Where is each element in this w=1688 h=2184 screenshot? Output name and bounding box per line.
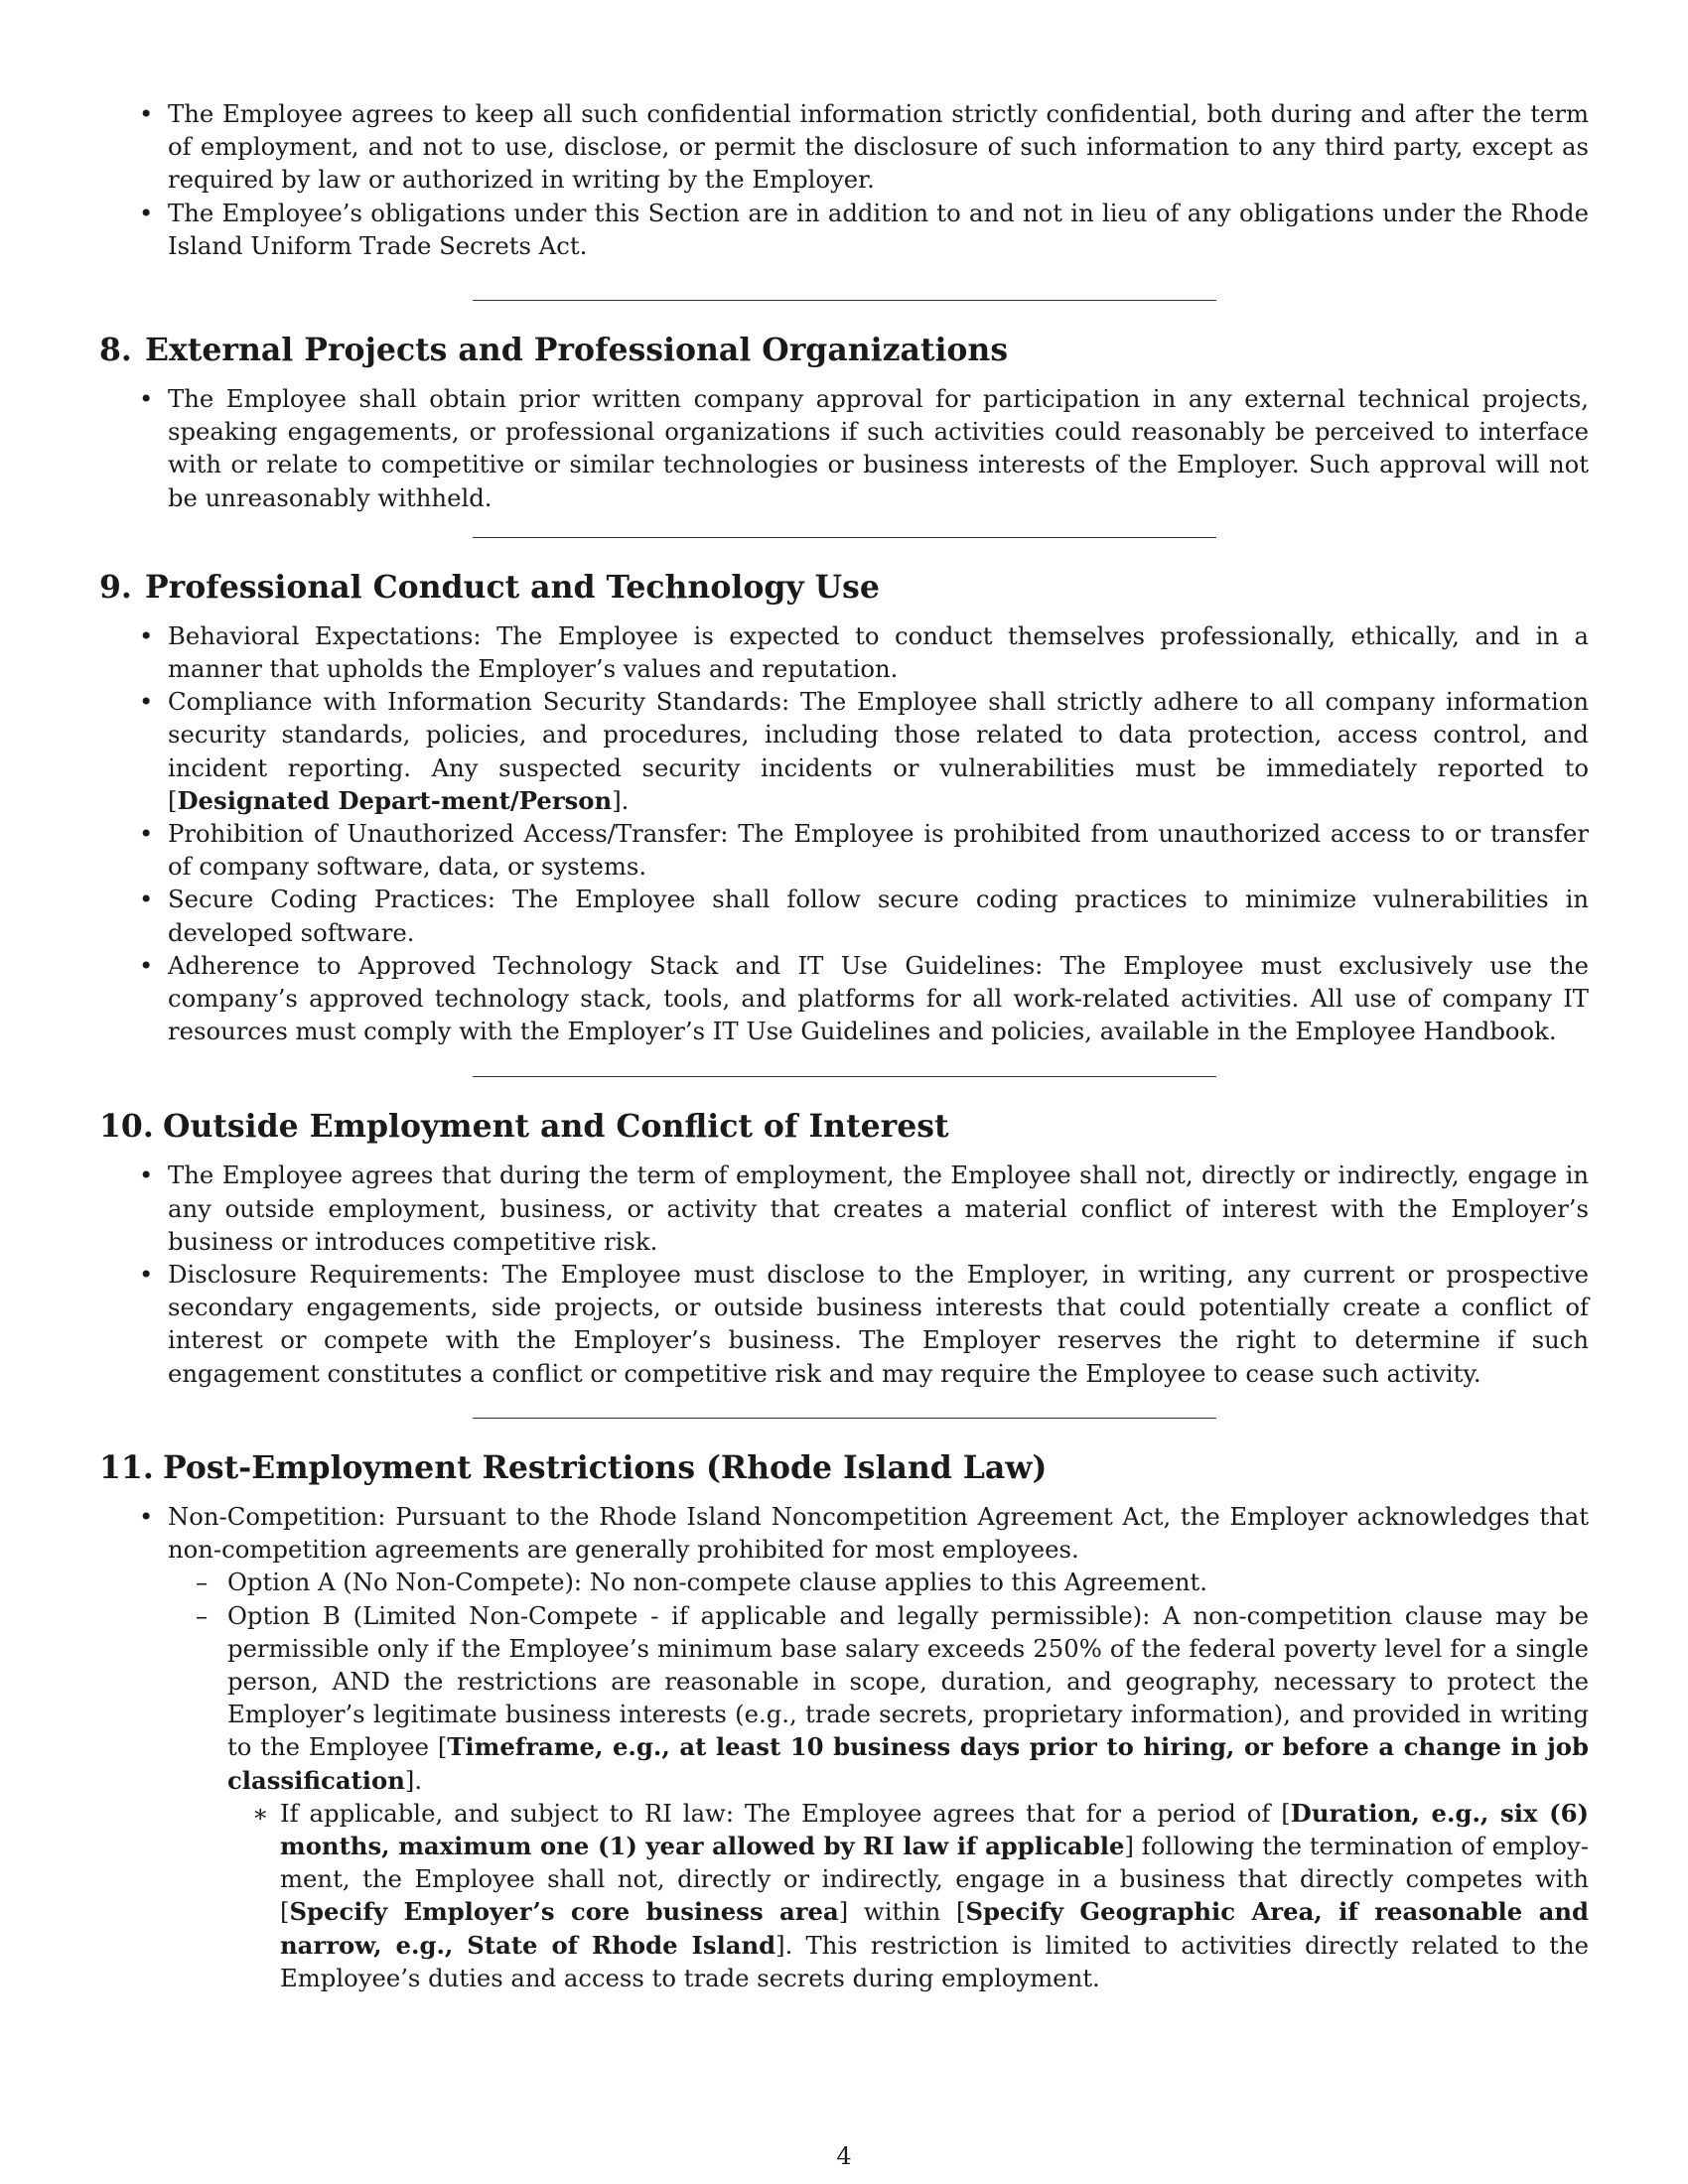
section-11-list <box>99 1500 1589 1994</box>
section-divider <box>473 300 1216 301</box>
list-item: • Prohibition of Unauthorized Access/Transfer: The Employee is prohibited from unauthorized access to or transfer of company software, data, or systems. <box>99 817 1589 883</box>
section-9-list <box>99 619 1589 1048</box>
page-number: 4 <box>836 2142 852 2170</box>
option-list <box>168 1566 1589 1994</box>
section-10-list <box>99 1159 1589 1389</box>
section-divider <box>473 1418 1216 1419</box>
section-11-title: 11. Post-Employment Restrictions (Rhode Island Law) <box>99 1448 1048 1486</box>
section-9-title: 9. Professional Conduct and Technology Use <box>99 568 880 606</box>
section-divider <box>473 537 1216 538</box>
section-10-title: 10. Outside Employment and Conflict of Interest <box>99 1108 949 1146</box>
list-item: • The Employee’s obligations under this Section are in addition to and not in lieu of any obligations under the Rhode Island Uniform Trade Secrets Act. <box>99 197 1589 262</box>
list-item: • Adherence to Approved Technology Stack and IT Use Guidelines: The Employee must exclusively use the company’s approved technology stack, tools, and platforms for all work-related activities. All use of company IT resources must comply with the Employer’s IT Use Guidelines and policies, available in the Employee Handbook. <box>99 949 1589 1048</box>
list-item: • Behavioral Expectations: The Employee is expected to conduct themselves professionally, ethically, and in a manner that upholds the Employer’s values and reputation. <box>99 619 1589 685</box>
option-b: – Option B (Limited Non-Compete - if applicable and legally permissible): A non-competition clause may be permissible only if the Employee’s minimum base salary exceeds 250% of the federal poverty level for a single person, AND the restrictions are reasonable in scope, duration, and geography, necessary to protect the Employer’s legitimate business interests (e.g., trade secrets, proprietary information), and provided in writing to the Employee [Timeframe, e.g., at least 10 business days prior to hiring, or before a change in job classification]. ∗ If applicable, and subject to RI law: The Employee agrees that for a period of [Duration, e.g., six (6) months, maximum one (1) year allowed by RI law if applicable] following the termination of employ-ment, the Employee shall not, directly or indirectly, engage in a business that directly competes with [Specify Employer’s core business area] within [Specify Geographic Area, if reasonable and narrow, e.g., State of Rhode Island]. This restriction is limited to activities directly related to the Employee’s duties and access to trade secrets during employment. <box>168 1599 1589 1994</box>
document-page <box>99 97 1589 1994</box>
list-item: • Disclosure Requirements: The Employee must disclose to the Employer, in writing, any current or prospective secondary engagements, side projects, or outside business interests that could potentially create a conflict of interest or compete with the Employer’s business. The Employer reserves the right to determine if such engagement constitutes a conflict or competitive risk and may require the Employee to cease such activity. <box>99 1258 1589 1390</box>
option-b-clause: ∗ If applicable, and subject to RI law: The Employee agrees that for a period of [Duration, e.g., six (6) months, maximum one (1) year allowed by RI law if applicable] following the termination of employ-ment, the Employee shall not, directly or indirectly, engage in a business that directly competes with [Specify Employer’s core business area] within [Specify Geographic Area, if reasonable and narrow, e.g., State of Rhode Island]. This restriction is limited to activities directly related to the Employee’s duties and access to trade secrets during employment. <box>227 1797 1589 1994</box>
option-b-sublist <box>227 1797 1589 1994</box>
list-item: • Secure Coding Practices: The Employee shall follow secure coding practices to minimize vulnerabilities in developed software. <box>99 883 1589 948</box>
list-item: • Non-Competition: Pursuant to the Rhode Island Noncompetition Agreement Act, the Employer acknowledges that non-competition agreements are generally prohibited for most employees. – Option A (No Non-Compete): No non-compete clause applies to this Agreement. – Option B (Limited Non-Compete - if applicable and legally permissible): A non-competition clause may be permissible only if the Employee’s minimum base salary exceeds 250% of the federal poverty level for a single person, AND the restrictions are reasonable in scope, duration, and geography, necessary to protect the Employer’s legitimate business interests (e.g., trade secrets, proprietary information), and provided in writing to the Employee [Timeframe, e.g., at least 10 business days prior to hiring, or before a change in job classification]. ∗ If applicable, and subject to RI law: The Employee agrees that for a period of [Duration, e.g., six (6) months, maximum one (1) year allowed by RI law if applicable] following the termination of employ-ment, the Employee shall not, directly or indirectly, engage in a business that directly competes with [Specify Employer’s core business area] within [Specify Geographic Area, if reasonable and narrow, e.g., State of Rhode Island]. This restriction is limited to activities directly related to the Employee’s duties and access to trade secrets during employment. <box>99 1500 1589 1994</box>
list-item: • The Employee agrees to keep all such confidential information strictly confidential, both during and after the term of employment, and not to use, disclose, or permit the disclosure of such information to any third party, except as required by law or authorized in writing by the Employer. <box>99 97 1589 197</box>
list-item: • The Employee agrees that during the term of employment, the Employee shall not, directly or indirectly, engage in any outside employment, business, or activity that creates a material conflict of interest with the Employer’s business or introduces competitive risk. <box>99 1159 1589 1258</box>
section-8-list <box>99 382 1589 514</box>
option-a: – Option A (No Non-Compete): No non-compete clause applies to this Agreement. <box>168 1566 1589 1598</box>
list-item: • The Employee shall obtain prior written company approval for participation in any external technical projects, speaking engagements, or professional organizations if such activities could reasonably be perceived to interface with or relate to competitive or similar technologies or business interests of the Employer. Such approval will not be unreasonably withheld. <box>99 382 1589 514</box>
section-8-title: 8. External Projects and Professional Organizations <box>99 332 1009 369</box>
intro-list <box>99 97 1589 262</box>
list-item: • Compliance with Information Security Standards: The Employee shall strictly adhere to all company information security standards, policies, and procedures, including those related to data protection, access control, and incident reporting. Any suspected security incidents or vulnerabilities must be immediately reported to [Designated Depart-ment/Person]. <box>99 685 1589 817</box>
section-divider <box>473 1076 1216 1077</box>
